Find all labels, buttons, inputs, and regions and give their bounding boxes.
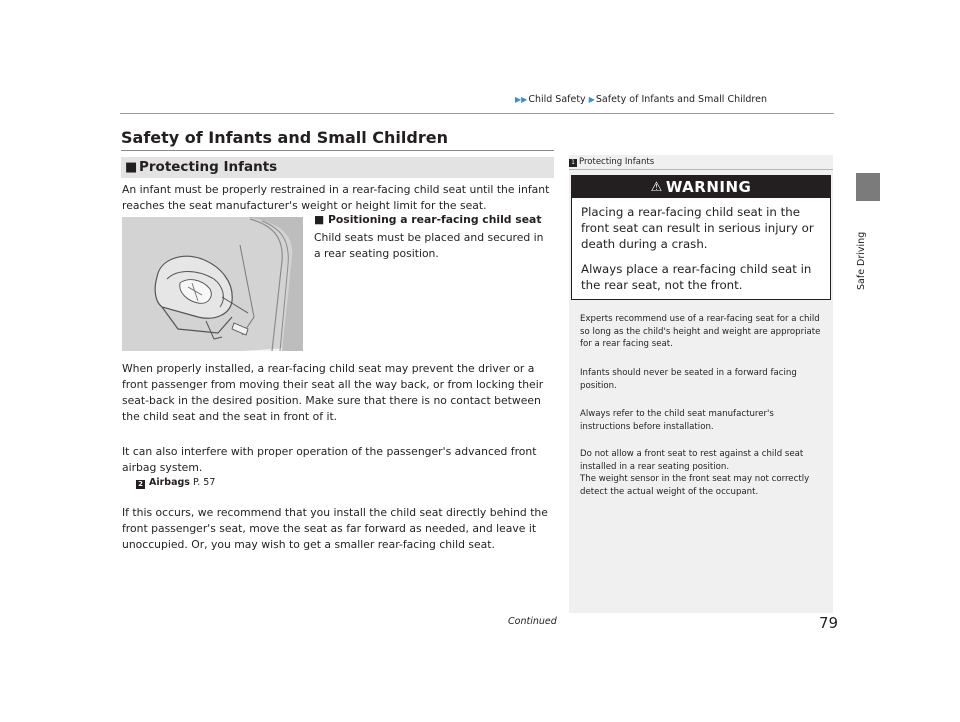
note-paragraph: Infants should never be seated in a forward facing position.	[580, 368, 797, 391]
square-bullet-icon: ■	[125, 160, 138, 175]
airbag-paragraph: It can also interfere with proper operation of the passenger's advanced front airbag system.	[122, 445, 537, 474]
page-title: Safety of Infants and Small Children	[121, 128, 448, 147]
installation-paragraph: When properly installed, a rear-facing child seat may prevent the driver or a front passenger from moving their seat all the way back, or from locking their seat-back in the desired position. Make sure that there is no contact between the child seat and the seat in front of it.	[122, 362, 544, 423]
note-line: The weight sensor in the front seat may not correctly detect the actual weight of the occupant.	[580, 474, 810, 497]
note-line: Do not allow a front seat to rest against a child seat installed in a rear seating position.	[580, 449, 804, 472]
warning-title: WARNING	[665, 178, 752, 196]
section-heading	[121, 157, 554, 178]
breadcrumb-arrow-icon: ▶	[588, 95, 595, 104]
page-number: 79	[819, 614, 839, 632]
subheading-paragraph: Child seats must be placed and secured in a rear seating position.	[314, 231, 544, 260]
warning-text-front-seat: Placing a rear-facing child seat in the front seat can result in serious injury or death during a crash.	[581, 205, 814, 251]
warning-banner	[572, 176, 830, 198]
airbags-cross-reference[interactable]	[136, 477, 215, 489]
subheading-text: Positioning a rear-facing child seat	[327, 213, 542, 226]
section-heading-text: Protecting Infants	[139, 159, 278, 175]
breadcrumb-arrow-icon: ▶▶	[515, 95, 528, 104]
note-heading	[569, 157, 654, 167]
chapter-tab-label	[852, 204, 886, 294]
chapter-tab-text: Safe Driving	[856, 231, 867, 290]
title-divider	[121, 150, 554, 151]
warning-text-rear-seat: Always place a rear-facing child seat in the rear seat, not the front.	[581, 262, 812, 292]
rear-facing-child-seat-illustration	[122, 217, 303, 351]
recommendation-paragraph: If this occurs, we recommend that you install the child seat directly behind the front passenger's seat, move the seat as far forward as needed, and leave it unoccupied. Or, you may wish to get a smaller rear-facing child seat.	[122, 506, 548, 551]
note-heading-text: Protecting Infants	[579, 157, 655, 167]
breadcrumb-item[interactable]: Safety of Infants and Small Children	[595, 94, 767, 105]
xref-page: P. 57	[193, 477, 216, 488]
intro-paragraph: An infant must be properly restrained in a rear-facing child seat until the infant reaches the seat manufacturer's weight or height limit for the seat.	[122, 183, 550, 212]
subheading: ■ Positioning a rear-facing child seat	[314, 213, 542, 226]
breadcrumb	[515, 94, 767, 105]
reference-arrow-icon: 2	[136, 480, 145, 489]
header-divider	[120, 113, 834, 114]
note-divider	[569, 169, 833, 170]
note-paragraph: Experts recommend use of a rear-facing seat for a child so long as the child's height and weight are appropriate for a rear facing seat.	[580, 314, 821, 349]
chapter-tab-marker	[856, 173, 880, 201]
child-seat-drawing	[122, 217, 303, 351]
continued-label: Continued	[508, 616, 557, 627]
warning-triangle-icon: ⚠	[650, 180, 663, 195]
note-number-icon: 1	[569, 159, 577, 167]
warning-box	[571, 175, 831, 300]
xref-label: Airbags	[149, 477, 190, 488]
breadcrumb-item[interactable]: Child Safety	[528, 94, 586, 105]
note-paragraph: Always refer to the child seat manufacturer's instructions before installation.	[580, 409, 774, 432]
note-paragraph	[580, 448, 826, 498]
